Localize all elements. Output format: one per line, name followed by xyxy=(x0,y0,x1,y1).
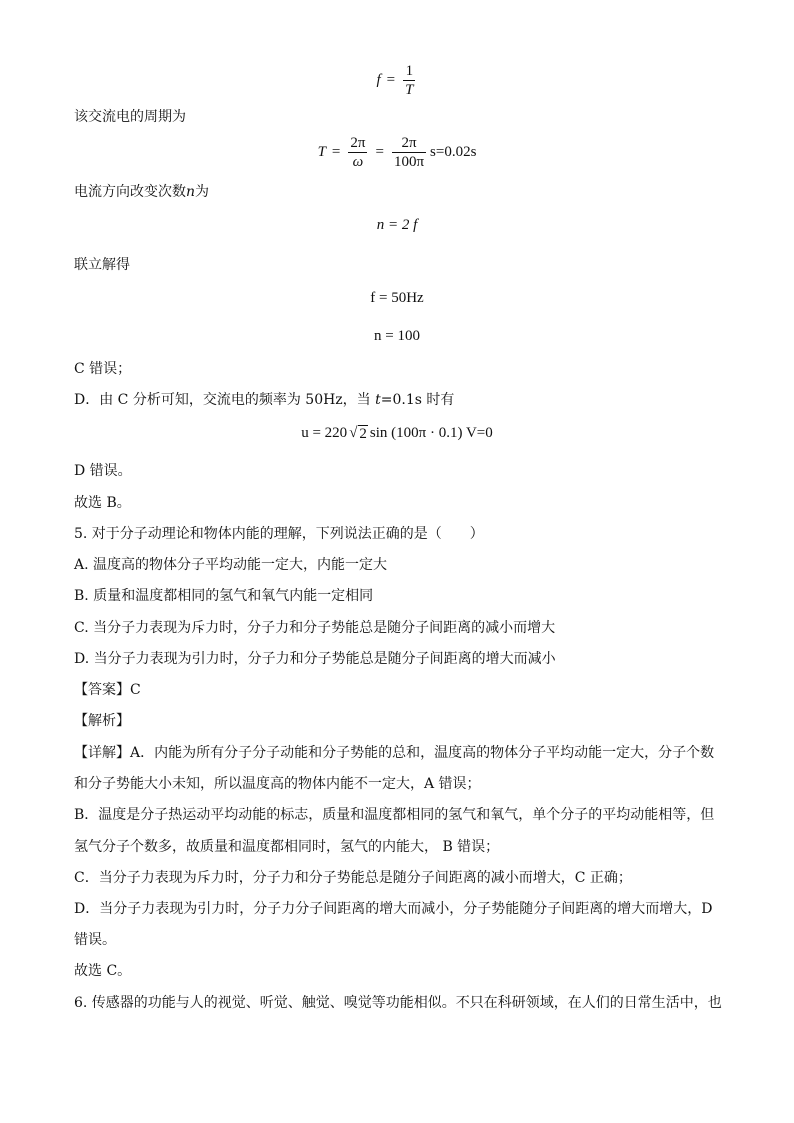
eq-sign: = xyxy=(386,72,396,88)
text-line: C 错误； xyxy=(74,361,132,377)
option-a: A. 温度高的物体分子平均动能一定大，内能一定大 xyxy=(74,557,388,573)
detail-line: C．当分子力表现为斥力时，分子力和分子势能总是随分子间距离的减小而增大，C 正确； xyxy=(74,870,632,886)
eq-var-T: T xyxy=(317,144,326,160)
question-stem: 6. 传感器的功能与人的视觉、听觉、触觉、嗅觉等功能相似。不只在科研领域，在人们的日常生活中，也 xyxy=(74,995,722,1011)
detail-line: 错误。 xyxy=(74,932,116,948)
fraction xyxy=(392,134,426,171)
option-c: C. 当分子力表现为斥力时，分子力和分子势能总是随分子间距离的减小而增大 xyxy=(74,620,556,636)
text-suffix: 为 xyxy=(195,184,210,200)
equation-voltage xyxy=(0,425,794,442)
text-prefix: D．由 C 分析可知，交流电的频率为 50Hz，当 xyxy=(74,392,376,408)
equation-period xyxy=(0,134,794,171)
numerator: 2π xyxy=(350,135,366,151)
text-line: 联立解得 xyxy=(74,257,130,273)
equation-frequency xyxy=(0,62,794,99)
detail-line: 和分子势能大小未知，所以温度高的物体内能不一定大，A 错误； xyxy=(74,776,481,792)
detail-line: B．温度是分子热运动平均动能的标志，质量和温度都相同的氢气和氧气，单个分子的平均动能相等，但 xyxy=(74,807,715,823)
equation-count: n = 2 f xyxy=(376,217,418,233)
eq-lhs: u = 220 xyxy=(301,425,348,441)
eq-rest: sin (100π · 0.1) V=0 xyxy=(369,425,493,441)
eq-sign: = xyxy=(375,144,384,160)
numerator: 1 xyxy=(403,62,415,81)
text-var: t xyxy=(375,392,381,408)
eq-var-f: f xyxy=(376,72,381,88)
detail-line: 故选 C。 xyxy=(74,963,132,979)
eq-sign: = xyxy=(331,144,341,160)
eq-tail: s=0.02s xyxy=(430,144,477,160)
fraction xyxy=(403,62,415,99)
option-b: B. 质量和温度都相同的氢气和氧气内能一定相同 xyxy=(74,588,374,604)
text-line: D 错误。 xyxy=(74,463,132,479)
denominator: ω xyxy=(352,154,364,170)
sqrt-symbol: √ xyxy=(349,425,358,441)
fraction xyxy=(348,134,367,171)
question-stem: 5. 对于分子动理论和物体内能的理解，下列说法正确的是（ ） xyxy=(74,526,484,542)
sqrt-radicand: 2 xyxy=(359,426,367,442)
denominator: T xyxy=(405,82,414,98)
equation-n-value: n = 100 xyxy=(374,328,420,344)
text-line: 故选 B。 xyxy=(74,495,131,511)
answer-label: 【答案】C xyxy=(74,682,141,698)
text-prefix: 电流方向改变次数 xyxy=(74,184,186,200)
text-line xyxy=(74,391,454,409)
text-line: 该交流电的周期为 xyxy=(74,109,186,125)
analysis-label: 【解析】 xyxy=(74,713,130,729)
detail-line: 氢气分子个数多，故质量和温度都相同时，氢气的内能大， B 错误； xyxy=(74,839,500,855)
option-d: D. 当分子力表现为引力时，分子力和分子势能总是随分子间距离的增大而减小 xyxy=(74,651,556,667)
denominator: 100π xyxy=(393,154,425,170)
text-line xyxy=(74,183,209,201)
numerator: 2π xyxy=(392,134,426,153)
text-suffix: =0.1s 时有 xyxy=(380,392,455,408)
equation-freq-value: f = 50Hz xyxy=(370,290,424,306)
detail-line: D．当分子力表现为引力时，分子力分子间距离的增大而减小，分子势能随分子间距离的增大而增大，D xyxy=(74,901,713,917)
detail-line: 【详解】A．内能为所有分子分子动能和分子势能的总和，温度高的物体分子平均动能一定大，分子个数 xyxy=(74,745,715,761)
text-var: n xyxy=(186,184,196,200)
